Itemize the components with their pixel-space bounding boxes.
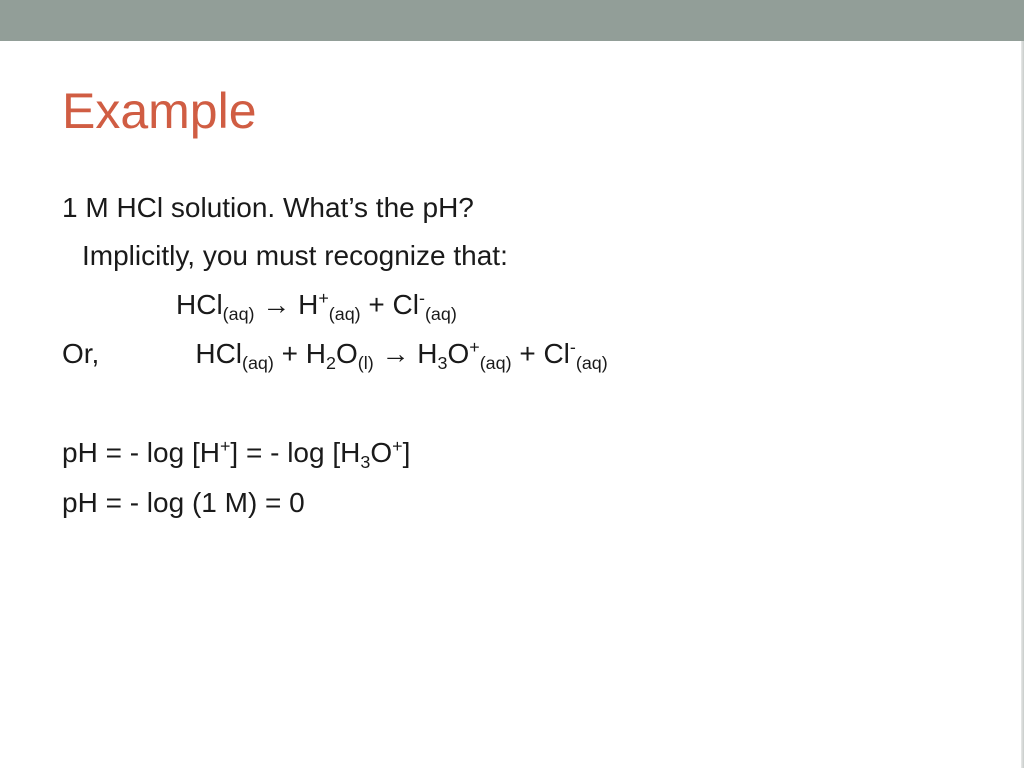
eq1-h: H — [298, 289, 319, 320]
implicit-line: Implicitly, you must recognize that: — [82, 240, 508, 271]
eq1-h-state: (aq) — [328, 304, 361, 325]
question-line: 1 M HCl solution. What’s the pH? — [62, 192, 474, 223]
ph1-part3: O — [370, 437, 393, 468]
eq2-hydronium-charge: + — [469, 337, 480, 358]
eq2-hydronium-o: O — [447, 338, 470, 369]
eq1-h-charge: + — [318, 288, 329, 309]
eq2-water-h: H — [305, 338, 327, 369]
eq2-hcl-state: (aq) — [242, 353, 274, 374]
eq2-water-state: (l) — [357, 353, 374, 374]
ph1-part4: ] — [402, 437, 411, 468]
eq1-arrow: → — [262, 289, 291, 320]
eq1-plus: + — [368, 289, 385, 320]
ph1-part1: pH = - log [H — [62, 437, 220, 468]
eq2-cl-state: (aq) — [575, 353, 608, 374]
top-band — [0, 0, 1024, 41]
ph-result-line: pH = - log (1 M) = 0 — [62, 487, 305, 518]
eq2-cl: Cl — [543, 338, 570, 369]
eq1-cl: Cl — [392, 289, 419, 320]
equation-hydronium — [62, 337, 608, 374]
eq2-cl-charge: - — [569, 337, 576, 358]
equation-dissociation — [176, 288, 457, 325]
slide-title: Example — [62, 83, 257, 139]
eq2-hydronium-state: (aq) — [479, 353, 512, 374]
eq2-plus2: + — [519, 338, 536, 369]
eq2-water-count: 2 — [326, 353, 336, 374]
ph1-h-charge: + — [219, 436, 231, 457]
ph1-hydronium-charge: + — [392, 436, 403, 457]
eq2-plus1: + — [281, 338, 298, 369]
eq1-cl-charge: - — [419, 288, 425, 309]
eq2-arrow: → — [381, 338, 410, 369]
eq2-hydronium-h: H — [417, 338, 438, 369]
ph-definition-line — [62, 436, 411, 473]
eq2-water — [305, 338, 374, 374]
eq2-hydronium-count: 3 — [437, 353, 448, 374]
eq2-hcl: HCl — [195, 338, 243, 369]
eq1-cl-state: (aq) — [424, 304, 457, 325]
eq2-hydronium — [417, 337, 512, 374]
eq1-hcl: HCl — [176, 289, 223, 320]
eq1-hcl-state: (aq) — [222, 304, 255, 325]
ph1-h-count: 3 — [360, 452, 371, 473]
eq2-water-o: O — [335, 338, 358, 369]
ph1-part2: ] = - log [H — [230, 437, 361, 468]
eq2-lead: Or, — [62, 338, 100, 369]
